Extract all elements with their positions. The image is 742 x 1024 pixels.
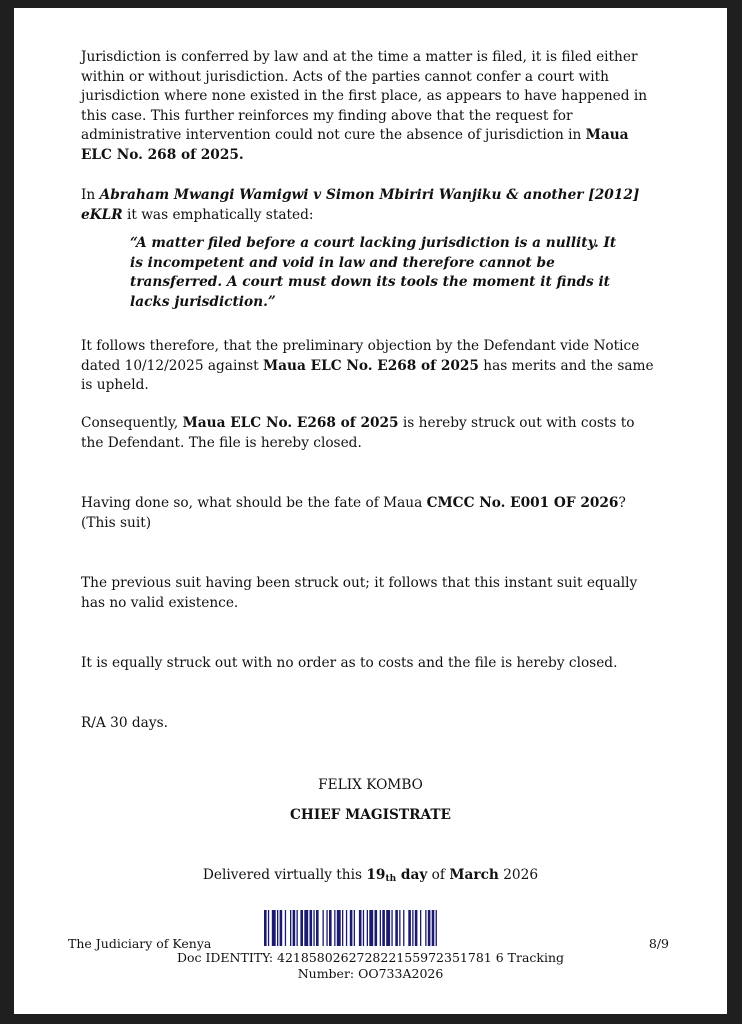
document-page xyxy=(14,8,727,1014)
case-reference: Maua ELC No. 268 of 2025. xyxy=(81,127,629,163)
doc-identity-line: Doc IDENTITY: 421858026272822155972351781 6 Tracking xyxy=(176,950,565,965)
paragraph-struck-out: Consequently, Maua ELC No. E268 of 2025 is hereby struck out with costs to the Defendant. The file is hereby closed. xyxy=(81,415,635,451)
signatory-name: FELIX KOMBO xyxy=(318,777,423,793)
signatory-title: CHIEF MAGISTRATE xyxy=(290,807,451,823)
paragraph-objection: It follows therefore, that the preliminary objection by the Defendant vide Notice dated 10/12/2025 against Maua ELC No. E268 of 2025 has merits and the same is upheld. xyxy=(81,338,654,393)
page-number: 8/9 xyxy=(648,936,669,951)
paragraph-costs: It is equally struck out with no order as to costs and the file is hereby closed. xyxy=(81,655,618,671)
doc-identity xyxy=(14,950,727,982)
paragraph-right-of-appeal: R/A 30 days. xyxy=(81,715,168,731)
paragraph-jurisdiction: Jurisdiction is conferred by law and at the time a matter is filed, it is filed either within or without jurisdiction. Acts of the parties cannot confer a court with jurisdiction where none existed in the first place, as appears to have happened in this case. This further reinforces my finding above that the request for administrative intervention could not cure the absence of jurisdiction in Maua ELC No. 268 of 2025. xyxy=(81,49,648,163)
paragraph-previous-suit: The previous suit having been struck out; it follows that this instant suit equally has no valid existence. xyxy=(81,575,638,611)
footer-judiciary: The Judiciary of Kenya xyxy=(68,936,212,951)
block-quote: “A matter filed before a court lacking jurisdiction is a nullity. It is incompetent and void in law and therefore cannot be transferred. A court must down its tools the moment it finds it lacks jurisdiction.” xyxy=(130,235,617,310)
cited-case: Abraham Mwangi Wamigwi v Simon Mbiriri Wanjiku & another [2012] eKLR xyxy=(81,187,640,223)
tracking-number: Number: OO733A2026 xyxy=(297,966,444,981)
delivery-line: Delivered virtually this 19th day of March 2026 xyxy=(202,867,539,884)
paragraph-authority: In Abraham Mwangi Wamigwi v Simon Mbiriri Wanjiku & another [2012] eKLR it was emphatically stated: xyxy=(81,187,640,223)
barcode-image xyxy=(264,910,566,946)
paragraph-fate-of-suit: Having done so, what should be the fate of Maua CMCC No. E001 OF 2026? (This suit) xyxy=(81,495,626,531)
